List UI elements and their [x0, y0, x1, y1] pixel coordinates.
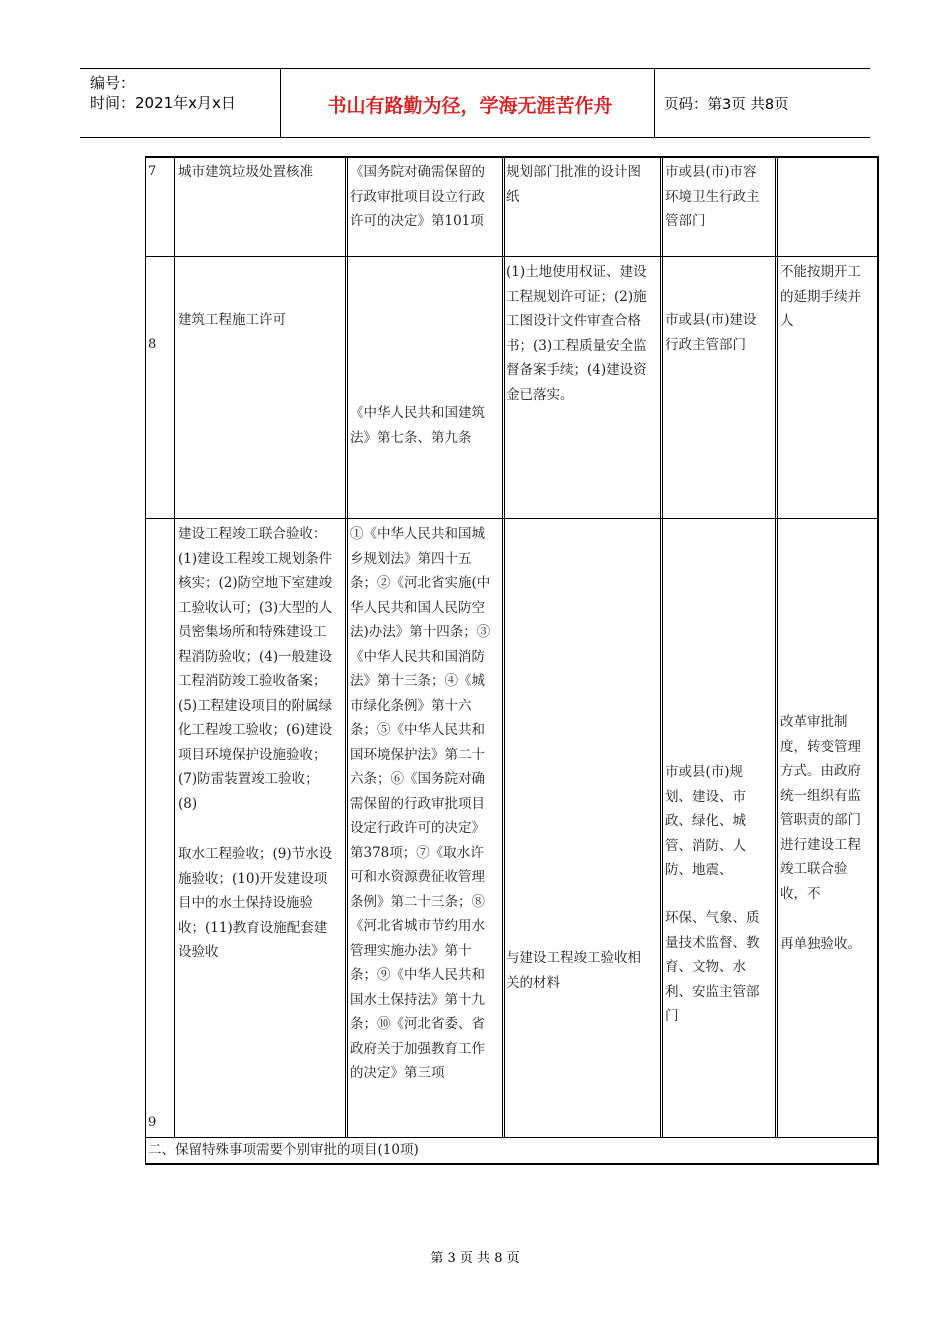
note-line: 管职责的部门 [780, 812, 861, 828]
basis-line: 管理实施办法》第十 [350, 942, 472, 959]
item-line: 取水工程验收；(9)节水设 [178, 846, 333, 862]
materials-line: 与建设工程竣工验收相 [506, 950, 641, 966]
row-number: 7 [148, 164, 157, 179]
dept-line: 环保、气象、质 [665, 910, 760, 926]
header-meta [90, 73, 236, 113]
item-line: 员密集场所和特殊建设工 [178, 624, 327, 640]
item-name-continued [178, 842, 343, 965]
responsible-department [665, 308, 773, 357]
note-line: 再单独验收。 [780, 936, 861, 952]
materials-line: 书；(3)工程质量安全监 [506, 337, 647, 354]
note-line: 收，不 [780, 885, 821, 902]
remarks-continued [780, 932, 875, 957]
materials-line: 督备案手续；(4)建设资 [506, 362, 647, 378]
item-line: 建设工程竣工联合验收： [178, 526, 327, 542]
dept-line: 环境卫生行政主 [665, 188, 760, 205]
materials-line: 工程规划许可证；(2)施 [506, 288, 647, 305]
item-line: 设验收 [178, 944, 219, 960]
table-border [877, 156, 879, 1165]
item-line: 化工程竣工验收；(6)建设 [178, 722, 333, 738]
page-header [80, 68, 870, 138]
basis-line: 《中华人民共和国建筑 [350, 405, 485, 421]
item-line: 建筑工程施工许可 [178, 312, 286, 328]
legal-basis [350, 522, 500, 1086]
basis-line: 六条；⑥《国务院对确 [350, 771, 485, 787]
col-divider [662, 156, 663, 1137]
basis-line: 设定行政许可的决定》 [350, 820, 485, 836]
dept-line: 市或县(市)建设 [665, 312, 757, 328]
row-divider [145, 518, 879, 519]
note-line: 不能按期开工 [780, 264, 861, 280]
required-materials [506, 160, 658, 209]
dept-line: 管部门 [665, 213, 706, 229]
note-line: 的延期手续并 [780, 288, 861, 305]
materials-line: (1)土地使用权证、建设 [506, 264, 647, 280]
basis-line: 《中华人民共和国消防 [350, 648, 485, 665]
basis-line: 市绿化条例》第十六 [350, 697, 472, 714]
approval-table [145, 156, 879, 1165]
basis-line: 行政审批项目设立行政 [350, 188, 485, 205]
section-title: 二、保留特殊事项需要个别审批的项目(10项) [148, 1142, 419, 1158]
note-line: 人 [780, 313, 794, 329]
basis-line: 《国务院对确需保留的 [350, 164, 485, 180]
row-number: 9 [148, 1115, 157, 1130]
col-divider [345, 156, 346, 1137]
basis-line: 条；②《河北省实施(中 [350, 575, 491, 591]
basis-line: 法》第十三条；④《城 [350, 673, 485, 689]
item-line: (5)工程建设项目的附属绿 [178, 697, 333, 714]
item-line: (1)建设工程竣工规划条件 [178, 550, 333, 567]
col-divider [660, 156, 661, 1137]
item-line: 项目环境保护设施验收； [178, 746, 327, 763]
basis-line: 乡规划法》第四十五 [350, 550, 472, 567]
note-line: 度，转变管理 [780, 738, 861, 755]
legal-basis [350, 401, 500, 450]
dept-line: 利、安监主管部 [665, 983, 760, 1000]
basis-line: 国水土保持法》第十九 [350, 991, 485, 1008]
table-border [145, 156, 146, 1165]
item-line: 目中的水土保持设施验 [178, 895, 313, 911]
col-divider [502, 156, 503, 1137]
col-divider [775, 156, 776, 1137]
basis-line: 《河北省城市节约用水 [350, 918, 485, 934]
responsible-department-continued [665, 906, 773, 1029]
item-line: 收；(11)教育设施配套建 [178, 919, 328, 936]
basis-line: 条；⑤《中华人民共和 [350, 722, 485, 738]
required-materials [506, 946, 658, 995]
materials-line: 金已落实。 [506, 386, 574, 403]
required-materials [506, 260, 658, 407]
item-line: 程消防验收；(4)一般建设 [178, 648, 333, 665]
dept-line: 划、建设、市 [665, 788, 746, 805]
responsible-department [665, 160, 773, 234]
remarks [780, 260, 875, 334]
note-line: 统一组织有监 [780, 787, 861, 804]
time-label: 时间：2021年x月x日 [90, 94, 236, 112]
dept-line: 管、消防、人 [665, 837, 746, 854]
note-line: 方式。由政府 [780, 763, 861, 779]
col-divider [174, 156, 175, 1137]
materials-line: 关的材料 [506, 974, 560, 991]
dept-line: 市或县(市)规 [665, 764, 744, 780]
basis-line: 华人民共和国人民防空 [350, 599, 485, 616]
col-divider [347, 156, 348, 1137]
row-divider [145, 1137, 879, 1138]
item-line: 施验收；(10)开发建设项 [178, 870, 328, 887]
dept-line: 门 [665, 1008, 679, 1024]
basis-line: 政府关于加强教育工作 [350, 1040, 485, 1057]
remarks [780, 710, 875, 906]
basis-line: 可和水资源费征收管理 [350, 869, 485, 885]
table-border [145, 1163, 879, 1165]
item-name [178, 522, 343, 816]
basis-line: 条；⑨《中华人民共和 [350, 967, 485, 983]
materials-line: 纸 [506, 188, 520, 205]
note-line: 进行建设工程 [780, 836, 861, 853]
materials-line: 工图设计文件审查合格 [506, 313, 641, 329]
note-line: 竣工联合验 [780, 861, 848, 877]
responsible-department [665, 760, 773, 883]
basis-line: 需保留的行政审批项目 [350, 795, 485, 812]
row-number: 8 [148, 337, 157, 352]
item-name [178, 160, 343, 185]
basis-line: 许可的决定》第101项 [350, 213, 484, 229]
col-divider [504, 156, 505, 1137]
item-line: 核实；(2)防空地下室建竣 [178, 575, 333, 591]
basis-line: 的决定》第三项 [350, 1065, 445, 1081]
dept-line: 政、绿化、城 [665, 813, 746, 829]
motto: 书山有路勤为径，学海无涯苦作舟 [327, 95, 613, 117]
basis-line: 法)办法》第十四条；③ [350, 624, 491, 640]
dept-line: 市或县(市)市容 [665, 164, 757, 180]
dept-line: 防、地震、 [665, 862, 733, 878]
col-divider [777, 156, 778, 1137]
item-line: (8) [178, 795, 198, 812]
item-name [178, 308, 343, 333]
basis-line: 条例》第二十三条；⑧ [350, 893, 485, 910]
item-line: (7)防雷装置竣工验收； [178, 771, 319, 787]
note-line: 改革审批制 [780, 714, 848, 730]
item-line: 工程消防竣工验收备案； [178, 673, 327, 689]
dept-line: 量技术监督、教 [665, 934, 760, 951]
item-line: 工验收认可；(3)大型的人 [178, 599, 333, 616]
legal-basis [350, 160, 500, 234]
header-divider [280, 69, 281, 137]
dept-line: 育、文物、水 [665, 959, 746, 975]
page-label: 页码：第3页 共8页 [664, 97, 789, 113]
basis-line: 国环境保护法》第二十 [350, 746, 485, 763]
materials-line: 规划部门批准的设计图 [506, 164, 641, 180]
page-footer: 第 3 页 共 8 页 [430, 1251, 520, 1266]
dept-line: 行政主管部门 [665, 336, 746, 353]
basis-line: 条；⑩《河北省委、省 [350, 1016, 485, 1032]
row-divider [145, 256, 879, 257]
code-label: 编号： [90, 74, 136, 92]
basis-line: ①《中华人民共和国城 [350, 526, 485, 542]
table-border [145, 156, 879, 158]
basis-line: 第378项；⑦《取水许 [350, 844, 484, 861]
item-line: 城市建筑垃圾处置核准 [178, 164, 313, 180]
basis-line: 法》第七条、第九条 [350, 429, 472, 446]
